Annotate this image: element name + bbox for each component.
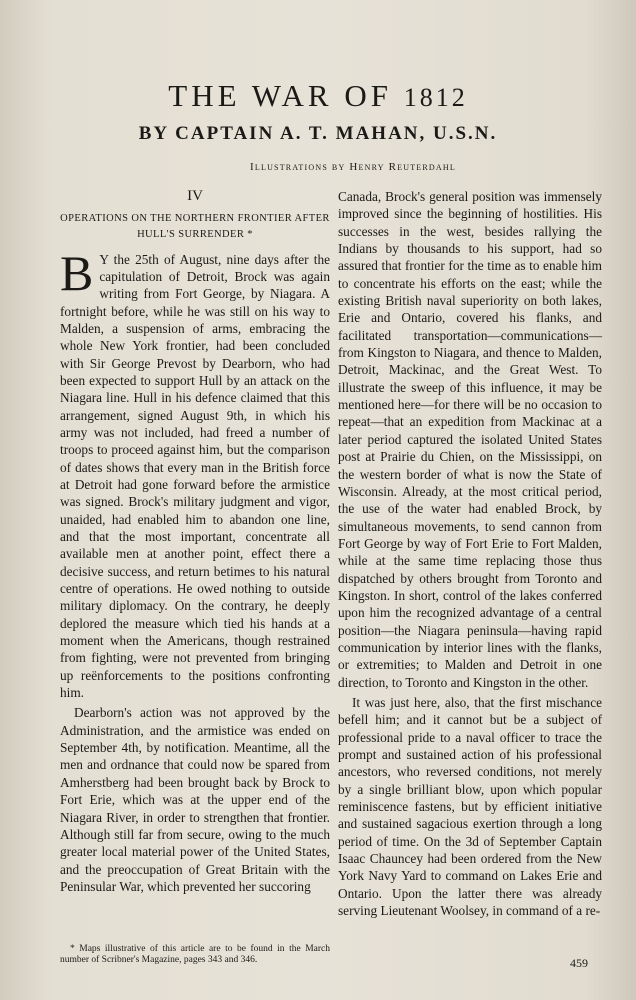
paragraph: Canada, Brock's general position was immensely improved since the beginning of hostilities. His successes in the west, besides rallying the Indians by thousands to his support, had so assured that frontier for the time as to enable him to concentrate his efforts on the east; while the existing British naval superiority on both lakes, Erie and Ontario, covered his flanks, and facilitated transportation—communications—from Kingston to Niagara, and thence to Malden, Detroit, Mackinac, and the Great West. To illustrate the sweep of this influence, it may be mentioned here—for there will be no occasion to repeat—that an expedition from Mackinac at a later period captured the isolated United States post at Prairie du Chien, on the Mississippi, on the western border of what is now the State of Wisconsin. Already, at the most critical period, the use of the water had enabled Brock, by simultaneous movements, to send cannon from Fort George by way of Fort Erie to Fort Malden, while at the same time replacing those thus dispatched by others brought from Toronto and Kingston. In short, control of the lakes conferred upon him the recognized advantage of a central position—the Niagara peninsula—having rapid communication by interior lines with the flanks, or extremities; to Malden and Detroit in one direction, to Toronto and Kingston in the other. bbox=[338, 189, 602, 690]
author-byline: BY CAPTAIN A. T. MAHAN, U.S.N. bbox=[138, 123, 498, 144]
title-main: THE WAR OF bbox=[168, 78, 392, 113]
paragraph bbox=[60, 244, 330, 702]
section-number: IV bbox=[187, 188, 203, 204]
footnote: * Maps illustrative of this article are to be found in the March number of Scribner's Magazine, pages 343 and 346. bbox=[60, 943, 330, 965]
paragraph-text: Y the 25th of August, nine days after the capitulation of Detroit, Brock was again writing from Fort George, by Niagara. A fortnight before, while he was still on his way to Malden, a suspension of arms, embracing the whole New York frontier, had been concluded with Sir George Prevost by Dearborn, who had been expected to support Hull by an attack on the Niagara line. Hull in his defence claimed that this arrangement, signed August 9th, in which his army was not included, had freed a number of troops to proceed against him, but the comparison of dates shows that every man in the British force at Detroit had gone forward before the armistice was signed. Brock's military judgment and vigor, unaided, had enabled him to abandon one line, and that the most important, concentrate all available men at another point, effect there a decisive success, and return betimes to his natural centre of operations. He owed nothing to outside military diplomacy. On the contrary, he deeply deplored the measure which tied his hands at a moment when the Americans, though restrained from fighting, were not prevented from bringing up reënforcements to the positions confronting him. bbox=[60, 251, 330, 701]
paragraph: Dearborn's action was not approved by the Administration, and the armistice was ended on September 4th, by notification. Meantime, all the men and ordnance that could now be spared from Amherstberg had been brought back by Brock to Fort Erie, which was at the upper end of the Niagara River, in order to strengthen that frontier. Although still far from secure, owing to the much greater local material power of the United States, and the preoccupation of Great Britain with the Peninsular War, which prevented her succoring bbox=[60, 705, 330, 894]
right-column bbox=[338, 188, 602, 919]
title-year: 1812 bbox=[403, 83, 468, 112]
illustrations-credit: Illustrations by Henry Reuterdahl bbox=[250, 161, 456, 173]
page-number: 459 bbox=[570, 956, 588, 970]
article-title bbox=[0, 78, 636, 114]
left-column bbox=[60, 178, 330, 895]
drop-cap: B bbox=[60, 244, 94, 301]
paragraph: It was just here, also, that the first mischance befell him; and it cannot but be a subject of professional pride to a naval officer to trace the prompt and sustained action of his professional ancestors, who reversed conditions, not merely by a single brilliant blow, upon which popular reminiscence fastens, but by efficient initiative and sustained sagacious exertion through a long period of time. On the 3d of September Captain Isaac Chauncey had been ordered from the New York Navy Yard to command on Lakes Erie and Ontario. Upon the latter there was already serving Lieutenant Woolsey, in command of a re- bbox=[338, 694, 602, 919]
section-heading: OPERATIONS ON THE NORTHERN FRONTIER AFTER HULL'S SURRENDER * bbox=[60, 213, 330, 240]
